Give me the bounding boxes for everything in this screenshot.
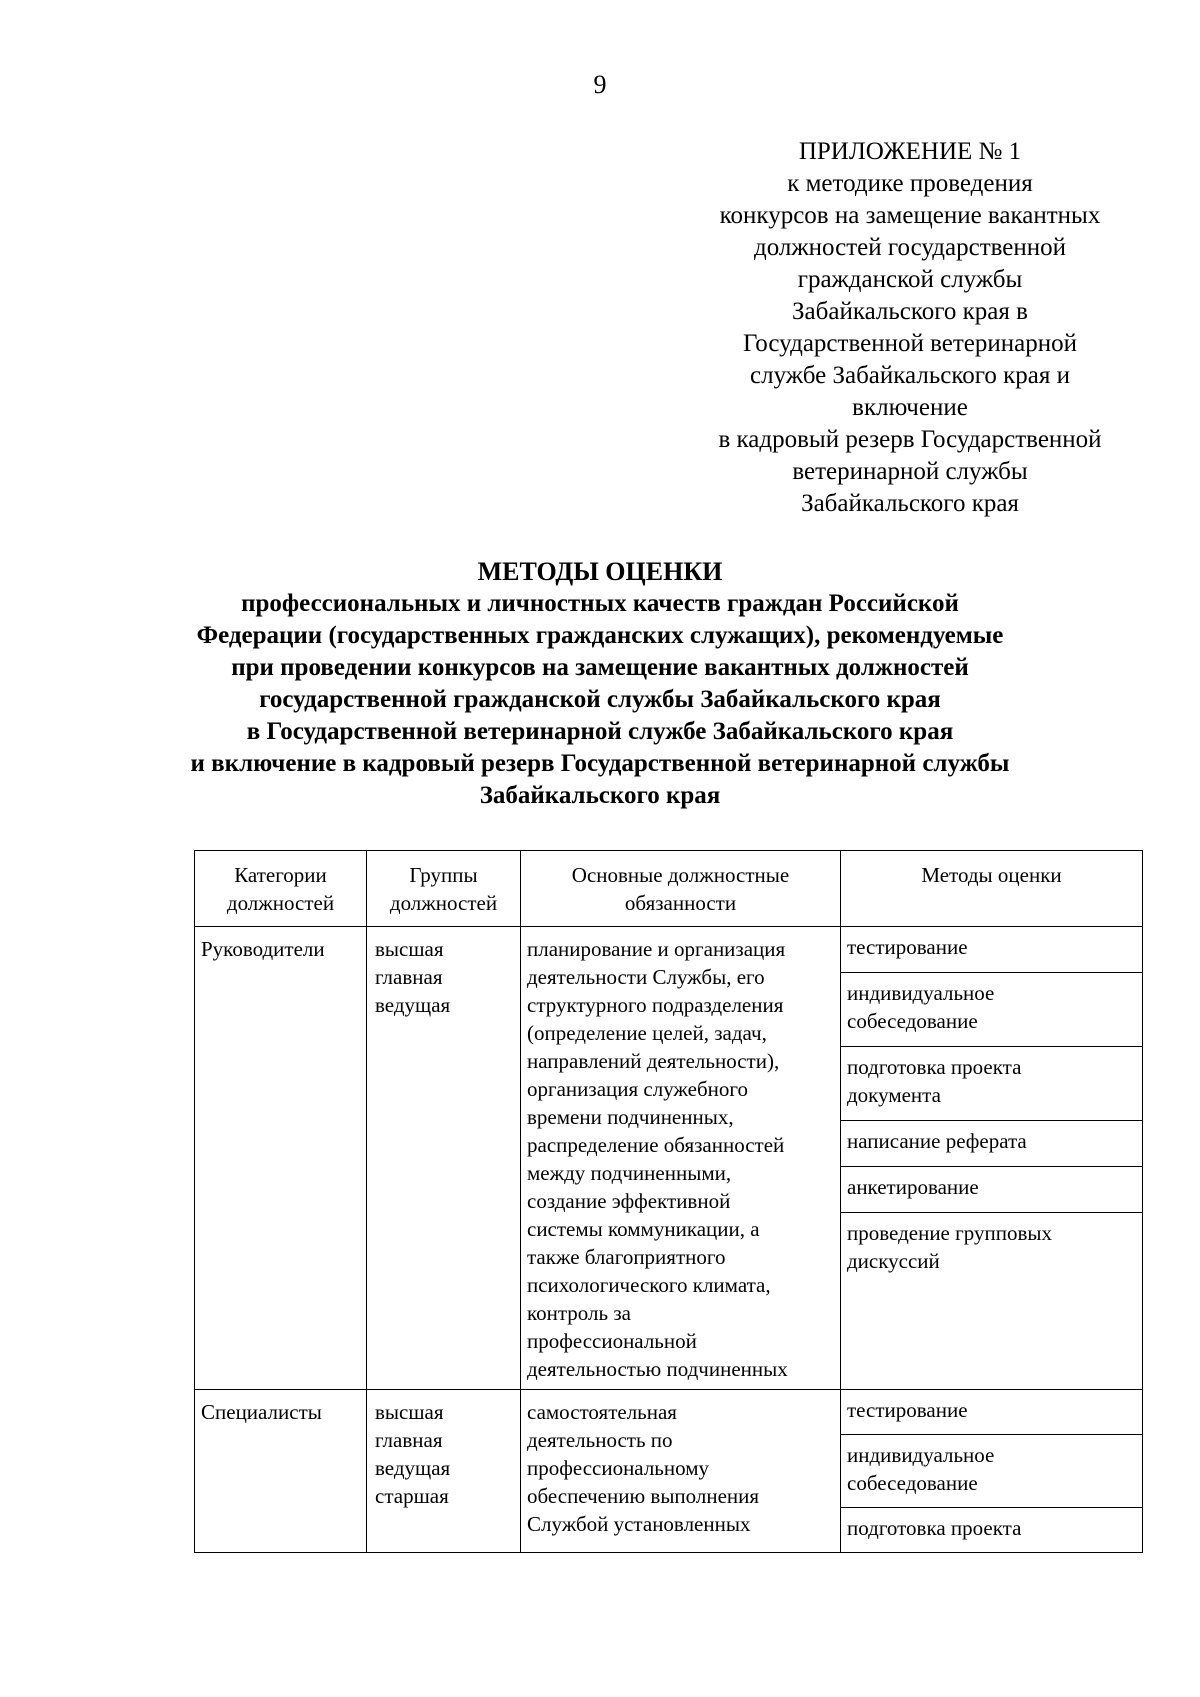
category-cell: Специалисты [195,1390,367,1553]
duty-line: системы коммуникации, а [527,1217,760,1241]
header-text: должностей [226,891,335,915]
duty-line: Службой установленных [527,1512,751,1536]
appendix-line: Государственной ветеринарной [743,330,1077,357]
method-text: документа [847,1083,941,1108]
appendix-line: конкурсов на замещение вакантных [719,202,1101,229]
method-text: собеседование [847,1008,978,1033]
table-row [195,1390,1143,1435]
header-text: Категории [234,863,327,887]
methods-table [194,850,1143,1553]
group-item: высшая [375,1400,444,1424]
appendix-line: службе Забайкальского края и [750,362,1070,389]
method-cell [841,972,1143,1046]
title-heading: МЕТОДЫ ОЦЕНКИ [477,557,723,586]
duty-line: профессиональной [527,1329,697,1353]
method-cell [841,1435,1143,1508]
method-text: индивидуальное [847,1443,995,1467]
title-line: государственной гражданской службы Забайкальского края [259,686,941,713]
method-text: тестирование [847,1398,968,1422]
method-text: проведение групповых [847,1221,1052,1245]
duty-line: распределение обязанностей [527,1133,785,1157]
page-number: 9 [593,70,607,99]
method-cell [841,1121,1143,1167]
header-groups [367,851,521,927]
category-cell: Руководители [195,927,367,1390]
method-cell [841,1167,1143,1213]
method-text: собеседование [847,1471,978,1495]
method-cell [841,1508,1143,1553]
group-item: ведущая [375,1456,451,1480]
document-title [150,556,1050,812]
header-text: обязанности [624,891,737,915]
duty-line: деятельность по [527,1428,673,1452]
duty-line: профессиональному [527,1456,709,1480]
table-header-row [195,851,1143,927]
method-text: подготовка проекта [847,1055,1022,1080]
duty-line: также благоприятного [527,1245,726,1269]
title-line: и включение в кадровый резерв Государственной ветеринарной службы [190,750,1010,777]
method-text: индивидуальное [847,980,995,1005]
header-categories [195,851,367,927]
table-row [195,927,1143,973]
appendix-line: Забайкальского края [801,490,1019,517]
method-text: тестирование [847,935,968,959]
header-text: Группы [409,863,478,887]
appendix-line: включение [852,394,968,421]
group-item: старшая [375,1484,449,1508]
duty-line: организация служебного [527,1077,749,1101]
title-line: Забайкальского края [479,782,721,809]
duty-line: (определение целей, задач, [527,1021,767,1045]
group-item: главная [375,1428,443,1452]
header-duties [521,851,841,927]
groups-cell [367,1390,521,1553]
appendix-line: гражданской службы [797,266,1023,293]
duty-line: структурного подразделения [527,993,784,1017]
duty-line: деятельности Службы, его [527,965,765,989]
header-text: Методы оценки [921,863,1062,887]
duty-line: между подчиненными, [527,1161,732,1185]
method-cell [841,1213,1143,1390]
header-text: должностей [389,891,498,915]
duty-line: направлений деятельности), [527,1049,780,1073]
duty-line: обеспечению выполнения [527,1484,760,1508]
group-item: главная [375,965,443,989]
duty-line: психологического климата, [527,1273,771,1297]
groups-cell [367,927,521,1390]
appendix-line: ветеринарной службы [792,458,1028,485]
group-item: ведущая [375,993,451,1017]
method-text: дискуссий [847,1249,940,1273]
title-line: профессиональных и личностных качеств граждан Российской [241,590,959,617]
group-item: высшая [375,937,444,961]
title-line: в Государственной ветеринарной службе Забайкальского края [246,718,954,745]
method-text: подготовка проекта [847,1516,1022,1540]
appendix-line: к методике проведения [787,170,1033,197]
appendix-title: ПРИЛОЖЕНИЕ № 1 [798,138,1022,165]
duty-line: самостоятельная [527,1400,677,1424]
method-cell [841,1047,1143,1121]
header-text: Основные должностные [571,863,790,887]
appendix-block [690,136,1130,520]
appendix-line: в кадровый резерв Государственной [718,426,1102,453]
appendix-line: Забайкальского края в [792,298,1028,325]
header-methods [841,851,1143,927]
duty-line: контроль за [527,1301,631,1325]
duty-line: планирование и организация [527,937,786,961]
title-line: при проведении конкурсов на замещение вакантных должностей [231,654,969,681]
method-text: написание реферата [847,1129,1027,1154]
duty-line: создание эффективной [527,1189,731,1213]
appendix-line: должностей государственной [753,234,1067,261]
duties-cell [521,927,841,1390]
duty-line: деятельностью подчиненных [527,1357,788,1381]
title-line: Федерации (государственных гражданских служащих), рекомендуемые [196,622,1004,649]
method-cell [841,1390,1143,1435]
method-text: анкетирование [847,1175,979,1200]
duties-cell [521,1390,841,1553]
method-cell [841,927,1143,973]
duty-line: времени подчиненных, [527,1105,734,1129]
